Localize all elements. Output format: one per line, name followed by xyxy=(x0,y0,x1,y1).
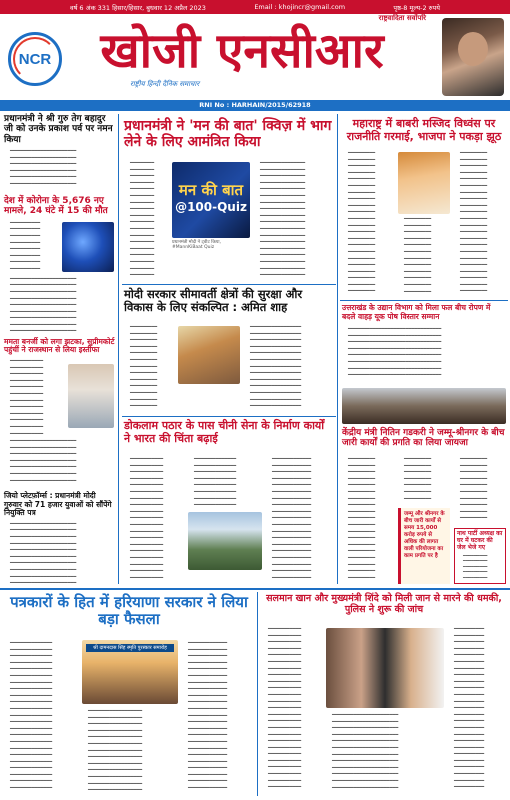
salman-shinde-photo xyxy=(326,628,444,708)
left-story-4-headline: जियो प्लेटफ़ॉर्म्स : प्रधानमंत्री मोदी गुरुवार को 71 हजार युवाओं को सौंपेंगे नियुक्ति पत्र xyxy=(4,490,112,518)
side-news-box xyxy=(454,528,506,584)
side-box-body: ━━━━━━━━━ ━━━━━━━━━ ━━━━━━━━━ ━━━━━━━━━ ━━━━━━━━━ xyxy=(463,553,488,582)
mkb-caption: प्रधानमंत्री मोदी ने ट्वीट किया, #MannKiBaat Quiz xyxy=(172,240,221,251)
amit-body-col-1: ━━━━━━━━━ ━━━━━━━━━ ━━━━━━━━━ ━━━━━━━━━ ━━━━━━━━━ ━━━━━━━━━ ━━━━━━━━━ ━━━━━━━━━ ━━━━━━━━━ ━━━━━━━━━ ━━━━━━━━━ ━━━━━━━━━ ━━━━━━━━━ xyxy=(130,324,158,410)
lead-body-col-2: ━━━━━━━━━━━━━━━ ━━━━━━━━━━━━━━━ ━━━━━━━━━━━━━━━ ━━━━━━━━━━━━━━━ ━━━━━━━━━━━━━━━ ━━━━━━━━━━━━━━━ ━━━━━━━━━━━━━━━ ━━━━━━━━━━━━━━━ ━━━━━━━━━━━━━━━ ━━━━━━━━━━━━━━━ ━━━━━━━━━━━━━━━ ━━━━━━━━━━━━━━━ ━━━━━━━━━━━━━━━ ━━━━━━━━━━━━━━━ ━━━━━━━━━━━━━━━ ━━━━━━━━━━━━━━━ ━━━━━━━━━━━━━━━ ━━━━━━━━━━━━━━━ xyxy=(260,160,306,279)
maharashtra-headline: महाराष्ट्र में बाबरी मस्जिद विध्वंस पर राजनीति गरमाई, भाजपा ने पकड़ा झूठ xyxy=(346,117,502,143)
left-story-2-headline: देश में कोरोना के 5,676 नए मामले, 24 घंटे में 15 की मौत xyxy=(4,196,108,217)
email-text: Email : khojincr@gmail.com xyxy=(254,3,346,11)
mamata-block xyxy=(4,358,116,438)
lead-headline: प्रधानमंत्री ने 'मन की बात' क्विज़ में भाग लेने के लिए आमंत्रित किया xyxy=(124,118,332,151)
gadkari-body-col-2: ━━━━━━━━━ ━━━━━━━━━ ━━━━━━━━━ ━━━━━━━━━ ━━━━━━━━━ ━━━━━━━━━ ━━━━━━━━━ xyxy=(404,456,432,502)
bottom-section-rule xyxy=(0,588,510,590)
mkb-title: मन की बात xyxy=(178,181,244,199)
salman-body-col-1: ━━━━━━━━━━━ ━━━━━━━━━━━ ━━━━━━━━━━━ ━━━━━━━━━━━ ━━━━━━━━━━━ ━━━━━━━━━━━ ━━━━━━━━━━━ ━━━━━━━━━━━ ━━━━━━━━━━━ ━━━━━━━━━━━ ━━━━━━━━━━━ ━━━━━━━━━━━ ━━━━━━━━━━━ ━━━━━━━━━━━ ━━━━━━━━━━━ ━━━━━━━━━━━ ━━━━━━━━━━━ ━━━━━━━━━━━ ━━━━━━━━━━━ ━━━━━━━━━━━ ━━━━━━━━━━━ ━━━━━━━━━━━ ━━━━━━━━━━━ ━━━━━━━━━━━ ━━━━━━━━━━━ xyxy=(268,626,302,791)
virus-image xyxy=(62,222,114,272)
left-story-2-body: ━━━━━━━━━━ ━━━━━━━━━━ ━━━━━━━━━━ ━━━━━━━━━━ ━━━━━━━━━━ ━━━━━━━━━━ ━━━━━━━━━━ ━━━━━━━━━━ xyxy=(10,219,41,272)
logo-text: NCR xyxy=(18,50,52,68)
haryana-headline: पत्रकारों के हित में हरियाणा सरकार ने लिया बड़ा फैसला xyxy=(10,593,248,629)
left-story-4-body: ━━━━━━━━━━━━━━━━━━━━━━ ━━━━━━━━━━━━━━━━━━━━━━ ━━━━━━━━━━━━━━━━━━━━━━ ━━━━━━━━━━━━━━━━━━━━━━ ━━━━━━━━━━━━━━━━━━━━━━ ━━━━━━━━━━━━━━━━━━━━━━ ━━━━━━━━━━━━━━━━━━━━━━ ━━━━━━━━━━━━━━━━━━━━━━ ━━━━━━━━━━━━━━━━━━━━━━ ━━━━━━━━━━━━━━━━━━━━━━ xyxy=(10,520,77,587)
gadkari-body-col-1: ━━━━━━━━━ ━━━━━━━━━ ━━━━━━━━━ ━━━━━━━━━ ━━━━━━━━━ ━━━━━━━━━ ━━━━━━━━━ ━━━━━━━━━ ━━━━━━━━━ ━━━━━━━━━ ━━━━━━━━━ ━━━━━━━━━ ━━━━━━━━━ ━━━━━━━━━ ━━━━━━━━━ ━━━━━━━━━ ━━━━━━━━━ ━━━━━━━━━ ━━━━━━━━━ xyxy=(348,456,376,581)
mamata-photo xyxy=(68,364,114,428)
issue-info-bar xyxy=(0,0,510,14)
masthead-tagline: राष्ट्रीय हिन्दी दैनिक समाचार xyxy=(130,80,200,88)
doklam-body-col-2: ━━━━━━━━━━━━━━ ━━━━━━━━━━━━━━ ━━━━━━━━━━━━━━ ━━━━━━━━━━━━━━ ━━━━━━━━━━━━━━ ━━━━━━━━━━━━━━ ━━━━━━━━━━━━━━ ━━━━━━━━━━━━━━ xyxy=(194,456,237,509)
haryana-body-col-1: ━━━━━━━━━━━━━━ ━━━━━━━━━━━━━━ ━━━━━━━━━━━━━━ ━━━━━━━━━━━━━━ ━━━━━━━━━━━━━━ ━━━━━━━━━━━━━━ ━━━━━━━━━━━━━━ ━━━━━━━━━━━━━━ ━━━━━━━━━━━━━━ ━━━━━━━━━━━━━━ ━━━━━━━━━━━━━━ ━━━━━━━━━━━━━━ ━━━━━━━━━━━━━━ ━━━━━━━━━━━━━━ ━━━━━━━━━━━━━━ ━━━━━━━━━━━━━━ ━━━━━━━━━━━━━━ ━━━━━━━━━━━━━━ ━━━━━━━━━━━━━━ ━━━━━━━━━━━━━━ ━━━━━━━━━━━━━━ ━━━━━━━━━━━━━━ ━━━━━━━━━━━━━━ xyxy=(10,640,53,792)
haryana-body-col-3: ━━━━━━━━━━━━━ ━━━━━━━━━━━━━ ━━━━━━━━━━━━━ ━━━━━━━━━━━━━ ━━━━━━━━━━━━━ ━━━━━━━━━━━━━ ━━━━━━━━━━━━━ ━━━━━━━━━━━━━ ━━━━━━━━━━━━━ ━━━━━━━━━━━━━ ━━━━━━━━━━━━━ ━━━━━━━━━━━━━ ━━━━━━━━━━━━━ ━━━━━━━━━━━━━ ━━━━━━━━━━━━━ ━━━━━━━━━━━━━ ━━━━━━━━━━━━━ ━━━━━━━━━━━━━ ━━━━━━━━━━━━━ ━━━━━━━━━━━━━ ━━━━━━━━━━━━━ ━━━━━━━━━━━━━ ━━━━━━━━━━━━━ xyxy=(188,640,228,792)
section-rule-3 xyxy=(340,300,508,301)
side-box-headline: नाथ पार्टी अध्यक्ष का घर में घटकर की जेल भेजे गए xyxy=(457,530,503,551)
left-column xyxy=(4,114,116,587)
section-rule-2 xyxy=(122,416,336,417)
salman-body-col-2: ━━━━━━━━━━━━━━━━━━━━━━ ━━━━━━━━━━━━━━━━━━━━━━ ━━━━━━━━━━━━━━━━━━━━━━ ━━━━━━━━━━━━━━━━━━━━━━ ━━━━━━━━━━━━━━━━━━━━━━ ━━━━━━━━━━━━━━━━━━━━━━ ━━━━━━━━━━━━━━━━━━━━━━ ━━━━━━━━━━━━━━━━━━━━━━ ━━━━━━━━━━━━━━━━━━━━━━ ━━━━━━━━━━━━━━━━━━━━━━ ━━━━━━━━━━━━━━━━━━━━━━ ━━━━━━━━━━━━━━━━━━━━━━ xyxy=(332,712,399,791)
maharashtra-body-col-3: ━━━━━━━━━ ━━━━━━━━━ ━━━━━━━━━ ━━━━━━━━━ ━━━━━━━━━ ━━━━━━━━━ ━━━━━━━━━ ━━━━━━━━━ ━━━━━━━━━ ━━━━━━━━━ ━━━━━━━━━ ━━━━━━━━━ ━━━━━━━━━ ━━━━━━━━━ ━━━━━━━━━ ━━━━━━━━━ ━━━━━━━━━ ━━━━━━━━━ ━━━━━━━━━ ━━━━━━━━━ ━━━━━━━━━ ━━━━━━━━━ xyxy=(460,150,488,295)
lead-body-col-1: ━━━━━━━━ ━━━━━━━━ ━━━━━━━━ ━━━━━━━━ ━━━━━━━━ ━━━━━━━━ ━━━━━━━━ ━━━━━━━━ ━━━━━━━━ ━━━━━━━━ ━━━━━━━━ ━━━━━━━━ ━━━━━━━━ ━━━━━━━━ ━━━━━━━━ ━━━━━━━━ ━━━━━━━━ ━━━━━━━━ xyxy=(130,160,155,279)
mann-ki-baat-quiz-poster xyxy=(172,162,250,238)
ncr-logo xyxy=(8,32,62,86)
gadkari-headline: केंद्रीय मंत्री नितिन गडकरी ने जम्मू-श्रीनगर के बीच जारी कार्यों की प्रगति का लिया जायजा xyxy=(342,428,505,449)
left-story-3-body: ━━━━━━━━━━━ ━━━━━━━━━━━ ━━━━━━━━━━━ ━━━━━━━━━━━ ━━━━━━━━━━━ ━━━━━━━━━━━ ━━━━━━━━━━━ ━━━━━━━━━━━ ━━━━━━━━━━━ ━━━━━━━━━━━ ━━━━━━━━━━━ ━━━━━━━━━━━ xyxy=(10,357,44,437)
newspaper-title: खोजी एनसीआर xyxy=(100,23,384,79)
logo-ring-icon xyxy=(13,37,57,81)
left-story-1-body: ━━━━━━━━━━━━━━━━━━━━━━ ━━━━━━━━━━━━━━━━━━━━━━ ━━━━━━━━━━━━━━━━━━━━━━ ━━━━━━━━━━━━━━━━━━━━━━ ━━━━━━━━━━━━━━━━━━━━━━ ━━━━━━━━━━━━━━━━━━━━━━ xyxy=(10,148,77,187)
doklam-headline: डोकलाम पठार के पास चीनी सेना के निर्माण कार्यों ने भारत की चिंता बढ़ाई xyxy=(124,419,325,445)
rni-number: RNI No : HARHAIN/2015/62918 xyxy=(0,100,510,111)
haryana-body-col-2: ━━━━━━━━━━━━━━━━━━ ━━━━━━━━━━━━━━━━━━ ━━━━━━━━━━━━━━━━━━ ━━━━━━━━━━━━━━━━━━ ━━━━━━━━━━━━━━━━━━ ━━━━━━━━━━━━━━━━━━ ━━━━━━━━━━━━━━━━━━ ━━━━━━━━━━━━━━━━━━ ━━━━━━━━━━━━━━━━━━ ━━━━━━━━━━━━━━━━━━ ━━━━━━━━━━━━━━━━━━ ━━━━━━━━━━━━━━━━━━ ━━━━━━━━━━━━━━━━━━ xyxy=(88,708,143,794)
left-story-1-headline: प्रधानमंत्री ने श्री गुरु तेग बहादुर जी को उनके प्रकाश पर्व पर नमन किया xyxy=(4,114,113,145)
uttarakhand-headline: उत्तराखंड के उद्यान विभाग को मिला फल बीच रोपण में बदले वाहड़ यूक पोष विस्तार सम्मान xyxy=(342,303,491,321)
press-banner: श्री दामनदास सिंह स्मृति पुरस्कार समारोह xyxy=(86,644,174,652)
mkb-subtitle: @100-Quiz xyxy=(175,200,247,214)
press-award-photo xyxy=(82,640,178,704)
maharashtra-body-col-2: ━━━━━━━━━ ━━━━━━━━━ ━━━━━━━━━ ━━━━━━━━━ ━━━━━━━━━ ━━━━━━━━━ ━━━━━━━━━ ━━━━━━━━━ ━━━━━━━━━ ━━━━━━━━━ ━━━━━━━━━ ━━━━━━━━━ xyxy=(404,216,432,295)
covid-block xyxy=(4,220,116,276)
amit-shah-headline: मोदी सरकार सीमावर्ती क्षेत्रों की सुरक्षा और विकास के लिए संकल्पित : अमित शाह xyxy=(124,287,303,315)
thackeray-photo xyxy=(398,152,450,214)
gadkari-quote: जम्मू और श्रीनगर के बीच जारी कार्यों से समय 15,000 करोड़ रुपये से अधिक की लागत वाली परियोजना का काम प्रगति पर है xyxy=(398,508,450,584)
gadkari-body-col-3: ━━━━━━━━━ ━━━━━━━━━ ━━━━━━━━━ ━━━━━━━━━ ━━━━━━━━━ ━━━━━━━━━ ━━━━━━━━━ ━━━━━━━━━ ━━━━━━━━━ ━━━━━━━━━ xyxy=(460,456,488,522)
issue-line: वर्ष 6 अंक 331 हिसार/हिसार, बुधवार 12 अप्रैल 2023 xyxy=(70,3,206,12)
amit-body-col-2: ━━━━━━━━━━━━━━━━━ ━━━━━━━━━━━━━━━━━ ━━━━━━━━━━━━━━━━━ ━━━━━━━━━━━━━━━━━ ━━━━━━━━━━━━━━━━━ ━━━━━━━━━━━━━━━━━ ━━━━━━━━━━━━━━━━━ ━━━━━━━━━━━━━━━━━ ━━━━━━━━━━━━━━━━━ ━━━━━━━━━━━━━━━━━ ━━━━━━━━━━━━━━━━━ ━━━━━━━━━━━━━━━━━ ━━━━━━━━━━━━━━━━━ xyxy=(250,324,302,410)
left-story-3-headline: ममता बनर्जी को लगा झटका, सुप्रीमकोर्ट पहुंचीं ने राजस्थान से लिया इस्तीफा xyxy=(4,336,115,355)
column-divider xyxy=(118,114,119,584)
doklam-body-col-1: ━━━━━━━━━━━ ━━━━━━━━━━━ ━━━━━━━━━━━ ━━━━━━━━━━━ ━━━━━━━━━━━ ━━━━━━━━━━━ ━━━━━━━━━━━ ━━━━━━━━━━━ ━━━━━━━━━━━ ━━━━━━━━━━━ ━━━━━━━━━━━ ━━━━━━━━━━━ ━━━━━━━━━━━ ━━━━━━━━━━━ ━━━━━━━━━━━ ━━━━━━━━━━━ ━━━━━━━━━━━ ━━━━━━━━━━━ ━━━━━━━━━━━ xyxy=(130,456,164,581)
doklam-photo xyxy=(188,512,262,570)
masthead xyxy=(0,14,510,100)
editor-portrait xyxy=(442,18,504,96)
page-price: पृष्ठ-8 मूल्य-2 रुपये xyxy=(393,3,440,12)
doklam-body-col-3: ━━━━━━━━━━━━━ ━━━━━━━━━━━━━ ━━━━━━━━━━━━━ ━━━━━━━━━━━━━ ━━━━━━━━━━━━━ ━━━━━━━━━━━━━ ━━━━━━━━━━━━━ ━━━━━━━━━━━━━ ━━━━━━━━━━━━━ ━━━━━━━━━━━━━ ━━━━━━━━━━━━━ ━━━━━━━━━━━━━ ━━━━━━━━━━━━━ ━━━━━━━━━━━━━ ━━━━━━━━━━━━━ ━━━━━━━━━━━━━ ━━━━━━━━━━━━━ ━━━━━━━━━━━━━ ━━━━━━━━━━━━━ xyxy=(272,456,312,581)
column-divider-2 xyxy=(337,114,338,584)
left-story-3-body-cont: ━━━━━━━━━━━━━━━━━━━━━━ ━━━━━━━━━━━━━━━━━━━━━━ ━━━━━━━━━━━━━━━━━━━━━━ ━━━━━━━━━━━━━━━━━━━━━━ ━━━━━━━━━━━━━━━━━━━━━━ ━━━━━━━━━━━━━━━━━━━━━━ ━━━━━━━━━━━━━━━━━━━━━━ xyxy=(10,437,77,484)
masthead-slogan: राष्ट्रवादिता सर्वोपरि xyxy=(378,14,426,22)
left-story-2-body-cont: ━━━━━━━━━━━━━━━━━━━━━━ ━━━━━━━━━━━━━━━━━━━━━━ ━━━━━━━━━━━━━━━━━━━━━━ ━━━━━━━━━━━━━━━━━━━━━━ ━━━━━━━━━━━━━━━━━━━━━━ ━━━━━━━━━━━━━━━━━━━━━━ ━━━━━━━━━━━━━━━━━━━━━━ ━━━━━━━━━━━━━━━━━━━━━━ ━━━━━━━━━━━━━━━━━━━━━━ xyxy=(10,275,77,335)
gadkari-photo xyxy=(342,388,506,424)
salman-body-col-3: ━━━━━━━━━━ ━━━━━━━━━━ ━━━━━━━━━━ ━━━━━━━━━━ ━━━━━━━━━━ ━━━━━━━━━━ ━━━━━━━━━━ ━━━━━━━━━━ ━━━━━━━━━━ ━━━━━━━━━━ ━━━━━━━━━━ ━━━━━━━━━━ ━━━━━━━━━━ ━━━━━━━━━━ ━━━━━━━━━━ ━━━━━━━━━━ ━━━━━━━━━━ ━━━━━━━━━━ ━━━━━━━━━━ ━━━━━━━━━━ ━━━━━━━━━━ ━━━━━━━━━━ ━━━━━━━━━━ ━━━━━━━━━━ ━━━━━━━━━━ xyxy=(454,626,485,791)
salman-headline: सलमान खान और मुख्यमंत्री शिंदे को मिली जान से मारने की धमकी, पुलिस ने शुरू की जांच xyxy=(266,593,502,615)
amit-shah-photo xyxy=(178,326,240,384)
uttarakhand-body: ━━━━━━━━━━━━━━━━━━━━━━━━━━━━━━━ ━━━━━━━━━━━━━━━━━━━━━━━━━━━━━━━ ━━━━━━━━━━━━━━━━━━━━━━━━━━━━━━━ ━━━━━━━━━━━━━━━━━━━━━━━━━━━━━━━ ━━━━━━━━━━━━━━━━━━━━━━━━━━━━━━━ ━━━━━━━━━━━━━━━━━━━━━━━━━━━━━━━ ━━━━━━━━━━━━━━━━━━━━━━━━━━━━━━━ ━━━━━━━━━━━━━━━━━━━━━━━━━━━━━━━ xyxy=(348,326,442,379)
title-band xyxy=(72,22,412,80)
bottom-column-divider xyxy=(257,592,258,796)
maharashtra-body-col-1: ━━━━━━━━━ ━━━━━━━━━ ━━━━━━━━━ ━━━━━━━━━ ━━━━━━━━━ ━━━━━━━━━ ━━━━━━━━━ ━━━━━━━━━ ━━━━━━━━━ ━━━━━━━━━ ━━━━━━━━━ ━━━━━━━━━ ━━━━━━━━━ ━━━━━━━━━ ━━━━━━━━━ ━━━━━━━━━ ━━━━━━━━━ ━━━━━━━━━ ━━━━━━━━━ ━━━━━━━━━ ━━━━━━━━━ ━━━━━━━━━ xyxy=(348,150,376,295)
section-rule xyxy=(122,284,336,285)
